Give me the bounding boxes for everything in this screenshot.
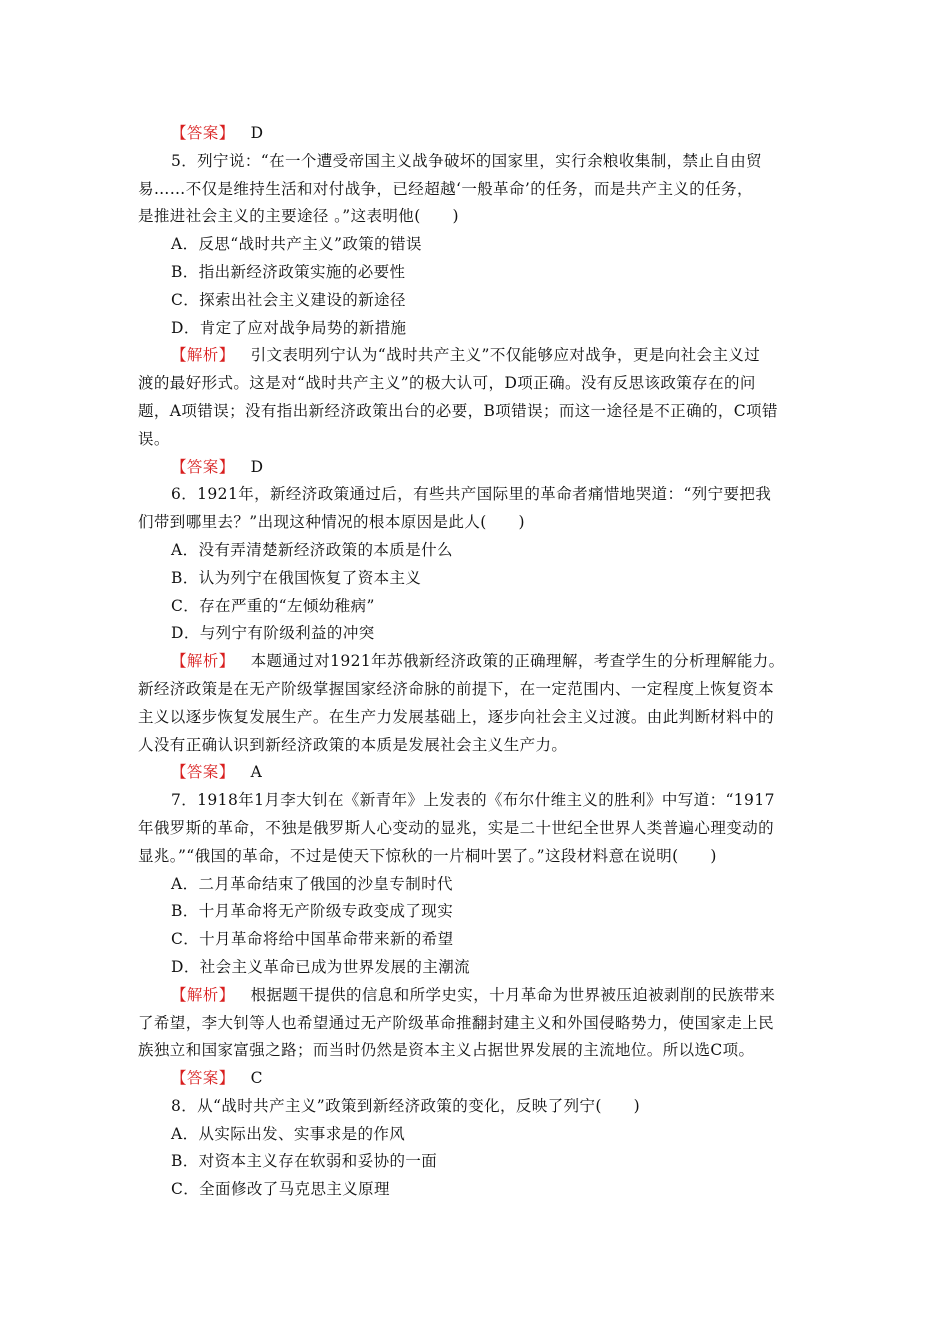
answer-line	[138, 120, 818, 148]
option-a: A．二月革命结束了俄国的沙皇专制时代	[171, 874, 453, 893]
analysis-text: 根据题干提供的信息和所学史实，十月革命为世界被压迫被剥削的民族带来	[250, 985, 776, 1004]
answer-line	[138, 1065, 818, 1093]
answer-value: D	[250, 457, 264, 476]
question-stem: 们带到哪里去？”出现这种情况的根本原因是此人( )	[138, 513, 525, 532]
analysis-text: 了希望，李大钊等人也希望通过无产阶级革命推翻封建主义和外国侵略势力，使国家走上民	[138, 1013, 775, 1032]
option-a: A．反思“战时共产主义”政策的错误	[171, 235, 422, 254]
analysis-label: 【解析】	[171, 652, 235, 671]
analysis-text: 误。	[138, 429, 170, 448]
analysis-text: 新经济政策是在无产阶级掌握国家经济命脉的前提下，在一定范围内、一定程度上恢复资本	[138, 679, 775, 698]
analysis-text: 人没有正确认识到新经济政策的本质是发展社会主义生产力。	[138, 735, 568, 754]
option-d: D．肯定了应对战争局势的新措施	[171, 318, 407, 337]
question-stem: 5．列宁说：“在一个遭受帝国主义战争破坏的国家里，实行余粮收集制，禁止自由贸	[171, 151, 762, 170]
analysis-text: 本题通过对1921年苏俄新经济政策的正确理解，考查学生的分析理解能力。	[250, 652, 785, 671]
option-b: B．对资本主义存在软弱和妥协的一面	[171, 1152, 438, 1171]
document-page	[138, 120, 818, 1204]
analysis-label: 【解析】	[171, 985, 235, 1004]
question-stem: 7．1918年1月李大钊在《新青年》上发表的《布尔什维主义的胜利》中写道：“1917	[171, 791, 775, 810]
option-b: B．认为列宁在俄国恢复了资本主义	[171, 568, 422, 587]
analysis-line	[138, 648, 818, 676]
question-stem: 易……不仅是维持生活和对付战争，已经超越‘一般革命’的任务，而是共产主义的任务，	[138, 179, 753, 198]
answer-line	[138, 454, 818, 482]
answer-label: 【答案】	[171, 457, 235, 476]
answer-line	[138, 759, 818, 787]
answer-value: C	[250, 1069, 263, 1088]
question-stem: 8．从“战时共产主义”政策到新经济政策的变化，反映了列宁( )	[171, 1096, 641, 1115]
analysis-line	[138, 982, 818, 1010]
option-d: D．与列宁有阶级利益的冲突	[171, 624, 375, 643]
answer-label: 【答案】	[171, 1069, 235, 1088]
option-c: C．探索出社会主义建设的新途径	[171, 290, 406, 309]
question-stem: 年俄罗斯的革命，不独是俄罗斯人心变动的显兆，实是二十世纪全世界人类普遍心理变动的	[138, 818, 775, 837]
question-stem: 显兆。”“俄国的革命，不过是使天下惊秋的一片桐叶罢了。”这段材料意在说明( )	[138, 846, 717, 865]
answer-label: 【答案】	[171, 763, 235, 782]
analysis-text: 引文表明列宁认为“战时共产主义”不仅能够应对战争，更是向社会主义过	[250, 346, 761, 365]
answer-value: D	[250, 124, 264, 142]
option-b: B．指出新经济政策实施的必要性	[171, 262, 406, 281]
answer-value: A	[250, 763, 263, 782]
analysis-label: 【解析】	[171, 346, 235, 365]
option-a: A．没有弄清楚新经济政策的本质是什么	[171, 540, 453, 559]
answer-label: 【答案】	[171, 124, 235, 142]
option-b: B．十月革命将无产阶级专政变成了现实	[171, 902, 454, 921]
option-c: C．存在严重的“左倾幼稚病”	[171, 596, 375, 615]
analysis-text: 题，A项错误；没有指出新经济政策出台的必要，B项错误；而这一途径是不正确的，C项错	[138, 401, 778, 420]
option-c: C．全面修改了马克思主义原理	[171, 1180, 390, 1199]
question-stem: 是推进社会主义的主要途径 。”这表明他( )	[138, 207, 459, 226]
option-a: A．从实际出发、实事求是的作风	[171, 1124, 406, 1143]
option-d: D．社会主义革命已成为世界发展的主潮流	[171, 957, 471, 976]
analysis-text: 渡的最好形式。这是对“战时共产主义”的极大认可，D项正确。没有反思该政策存在的问	[138, 374, 756, 393]
analysis-line	[138, 342, 818, 370]
option-c: C．十月革命将给中国革命带来新的希望	[171, 930, 454, 949]
question-stem: 6．1921年，新经济政策通过后，有些共产国际里的革命者痛惜地哭道：“列宁要把我	[171, 485, 772, 504]
analysis-text: 主义以逐步恢复发展生产。在生产力发展基础上，逐步向社会主义过渡。由此判断材料中的	[138, 707, 775, 726]
analysis-text: 族独立和国家富强之路；而当时仍然是资本主义占据世界发展的主流地位。所以选C项。	[138, 1041, 755, 1060]
